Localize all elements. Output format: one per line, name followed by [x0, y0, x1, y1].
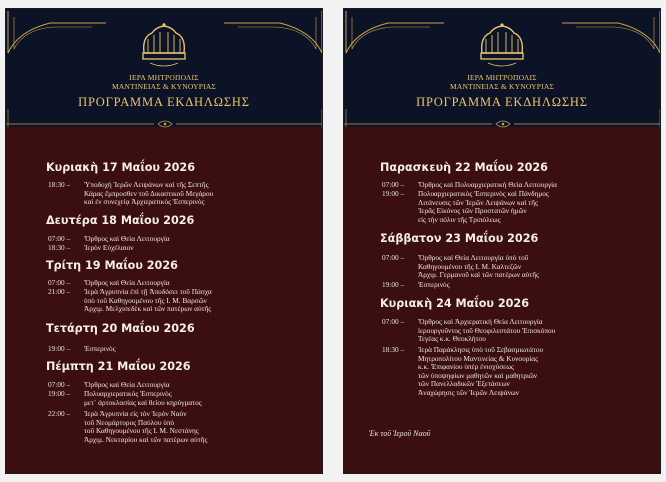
event-line: ὑπὸ τοῦ Καθηγουμένου τῆς Ι. Μ. Βαρσῶν [84, 295, 207, 305]
event-line: Ἱερὰ Παράκλησις ὑπὸ τοῦ Σεβασμιωτάτου [418, 345, 544, 354]
day-title: Δευτέρα 18 Μαΐου 2026 [46, 214, 195, 227]
event-line: εἰς τὴν πόλιν τῆς Τριπόλεως [418, 214, 501, 224]
event-line: Καθηγουμένου τῆς Ι. Μ. Καλτεζῶν [418, 261, 522, 271]
event-description [84, 288, 212, 314]
event-line: Ἱερὰ Ἀγρυπνία ἐπὶ τῇ Ἀποδόσει τοῦ Πάσχα [84, 287, 212, 296]
event-time: 19:00 – [382, 189, 405, 198]
event-time: 19:00 – [48, 344, 71, 353]
day-title: Τετάρτη 20 Μαΐου 2026 [46, 322, 195, 335]
event-line: μετ᾽ ἀρτοκλασίας καὶ θείου κηρύγματος [84, 397, 202, 407]
event-line: Ἀναχώρησις τῶν Ἱερῶν Λειψάνων [418, 387, 519, 397]
event-line: Ὄρθρος καὶ Θεία Λειτουργία ὑπὸ τοῦ [418, 253, 529, 262]
event-description [84, 410, 207, 444]
event-line: Ἱερὸν Εὐχέλαιον [84, 243, 134, 252]
day-title: Κυριακὴ 24 Μαΐου 2026 [380, 297, 529, 310]
program-title: ΠΡΟΓΡΑΜΜΑ ΕΚΔΗΛΩΣΗΣ [78, 95, 250, 109]
event-row [48, 409, 208, 444]
event-time: 07:00 – [382, 180, 405, 189]
event-time: 22:00 – [48, 409, 71, 418]
program-title: ΠΡΟΓΡΑΜΜΑ ΕΚΔΗΛΩΣΗΣ [416, 95, 588, 109]
event-line: Ὄρθρος καὶ Πολυαρχιερατικὴ Θεία Λειτουργία [418, 180, 557, 189]
event-description [418, 318, 555, 344]
diocese-name-line1: ΙΕΡΑ ΜΗΤΡΟΠΟΛΙΣ [129, 73, 199, 82]
event-time: 07:00 – [382, 317, 405, 326]
diocese-name-line2: ΜΑΝΤΙΝΕΙΑΣ & ΚΥΝΟΥΡΙΑΣ [112, 82, 216, 91]
event-time: 07:00 – [48, 380, 71, 389]
event-row [48, 243, 134, 253]
event-line: τῶν ὑποψηφίων μαθητῶν καὶ μαθητριῶν [418, 370, 538, 380]
event-time: 07:00 – [48, 278, 71, 287]
event-row [382, 189, 549, 224]
event-time: 18:30 – [382, 345, 405, 354]
diocese-name-line2: ΜΑΝΤΙΝΕΙΑΣ & ΚΥΝΟΥΡΙΑΣ [450, 82, 554, 91]
day-title: Σάββατον 23 Μαΐου 2026 [380, 232, 539, 245]
event-line: τοῦ Καθηγουμένου τῆς Ι. Μ. Νεστάνης [84, 426, 199, 436]
event-line: Ὄρθρος καὶ Θεία Λειτουργία [84, 380, 170, 389]
event-line: Ἀρχιμ. Γερμανοῦ καὶ τῶν πατέρων αὐτῆς [418, 270, 539, 280]
program-panel-left [5, 8, 323, 474]
ornamental-divider [6, 119, 322, 129]
event-line: Ὄρθρος καὶ Θεία Λειτουργία [84, 234, 170, 243]
event-description [418, 281, 450, 290]
event-time: 18:30 – [48, 180, 71, 189]
diocese-name-line1: ΙΕΡΑ ΜΗΤΡΟΠΟΛΙΣ [467, 73, 537, 82]
event-line: Πολυαρχιερατικὸς Ἑσπερινὸς [84, 389, 172, 398]
event-row [382, 345, 544, 397]
event-row [382, 253, 539, 280]
event-line: Ὑποδοχὴ Ἱερῶν Λειψάνων καὶ τῆς Σεπτῆς [84, 180, 209, 189]
event-time: 21:00 – [48, 287, 71, 296]
event-description [418, 190, 549, 224]
event-line: Κάρας ἔμπροσθεν τοῦ Δικαστικοῦ Μεγάρου [84, 188, 214, 198]
event-line: Ἀρχιμ. Νεκταρίου καὶ τῶν πατέρων αὐτῆς [84, 434, 208, 444]
event-line: τοῦ Νεομάρτυρος Παύλου ὑπὸ [84, 417, 175, 427]
day-title: Κυριακὴ 17 Μαΐου 2026 [46, 161, 195, 174]
event-line: κ.κ. Ἐπιφανίου ὑπὲρ ἐνισχύσεως [418, 362, 514, 372]
event-time: 07:00 – [48, 234, 71, 243]
day-title: Τρίτη 19 Μαΐου 2026 [46, 259, 178, 272]
event-line: Ἑσπερινὸς [84, 344, 116, 353]
event-line: Πολυαρχιερατικὸς Ἑσπερινὸς καὶ Πάνδημος [418, 189, 549, 198]
event-line: Ἀρχιμ. Μελχισεδὲκ καὶ τῶν πατέρων αὐτῆς [84, 304, 212, 314]
event-time: 07:00 – [382, 253, 405, 262]
day-title: Πέμπτη 21 Μαΐου 2026 [46, 360, 191, 373]
crown-icon [138, 23, 190, 69]
event-line: Λιτάνευσις τῶν Ἱερῶν Λειψάνων καὶ τῆς [418, 197, 538, 207]
event-line: ἱερουργοῦντος τοῦ Θεοφιλεστάτου Ἐπισκόπου [418, 325, 556, 335]
event-description [84, 390, 202, 407]
event-line: Ἑσπερινὸς [418, 280, 450, 289]
crown-icon [476, 23, 528, 69]
event-description [418, 346, 543, 398]
event-description [84, 181, 213, 207]
event-row [48, 389, 202, 407]
panel-header [344, 9, 660, 127]
event-line: Ὄρθρος καὶ Θεία Λειτουργία [84, 278, 170, 287]
event-description [418, 254, 539, 280]
day-title: Παρασκευὴ 22 Μαΐου 2026 [380, 161, 548, 174]
ornamental-divider [344, 119, 660, 129]
event-line: Ἱερᾶς Εἰκόνος τῶν Προστατῶν ἡμῶν [418, 206, 527, 216]
event-line: Ὄρθρος καὶ Ἀρχιερατικὴ Θεία Λειτουργία [418, 317, 543, 326]
event-row [48, 287, 212, 314]
event-line: τῶν Πανελλαδικῶν Ἐξετάσεων [418, 379, 510, 389]
panel-header [6, 9, 322, 127]
event-time: 18:30 – [48, 243, 71, 252]
signature: Ἐκ τοῦ Ἱεροῦ Ναοῦ [369, 429, 431, 438]
event-row [48, 180, 214, 207]
event-line: Ἱερὰ Ἀγρυπνία εἰς τὸν Ἱερὸν Ναὸν [84, 409, 187, 418]
event-time: 19:00 – [382, 280, 405, 289]
event-line: καὶ ἐν συνεχείᾳ Ἀρχιερατικὸς Ἑσπερινὸς [84, 197, 205, 207]
event-line: Τεγέας κ.κ. Θεοκλήτου [418, 334, 486, 344]
event-description [84, 345, 116, 354]
event-time: 19:00 – [48, 389, 71, 398]
event-description [84, 244, 134, 253]
event-row [382, 280, 450, 290]
event-line: Μητροπολίτου Μαντινείας & Κυνουρίας [418, 353, 539, 363]
event-row [48, 344, 116, 354]
program-panel-right [343, 8, 661, 474]
event-row [382, 317, 556, 344]
